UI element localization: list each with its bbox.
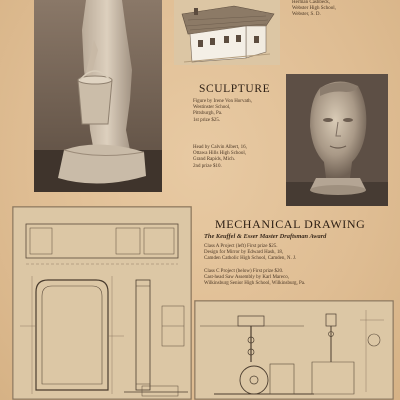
caption-line: Webster High School,	[292, 6, 336, 12]
caption-line: Head by Calvin Albert, 16,	[193, 145, 247, 150]
saw-assembly-drawing	[194, 300, 394, 400]
caption-line: Webster, S. D.	[292, 12, 321, 18]
caption-line: Herman Cashbeck,	[292, 0, 331, 5]
caption-line: Grand Rapids, Mich.	[193, 157, 235, 163]
caption-line: 1st prize $25.	[193, 117, 221, 123]
class-c-caption	[204, 269, 305, 288]
house-model-photo	[174, 0, 280, 65]
caption-line: Pittsburgh, Pa.	[193, 111, 223, 117]
class-a-caption	[204, 244, 296, 263]
caption-line: Design for Mirror by Edward Hash, 18,	[204, 250, 284, 256]
head-sculpture-photo	[286, 74, 388, 206]
mechanical-drawing-heading: MECHANICAL DRAWING	[215, 217, 366, 231]
mirror-design-blueprint	[12, 206, 192, 400]
award-subheading: The Keuffel & Esser Master Draftsman Award	[204, 233, 327, 240]
head-sculpture-image	[286, 74, 388, 206]
caption-line: Camden Catholic High School, Camden, N. J.	[204, 256, 297, 262]
sculpture-heading: SCULPTURE	[199, 83, 271, 95]
caption-line: Wilkinsburg Senior High School, Wilkinsburg, Pa.	[204, 281, 306, 287]
caption-line: Westinster School,	[193, 105, 231, 111]
mirror-design-drawing	[12, 206, 192, 400]
saw-assembly-blueprint	[194, 300, 394, 400]
caption-line: 2nd prize $10.	[193, 163, 222, 169]
house-model-caption	[292, 0, 336, 19]
figure-caption	[193, 99, 252, 124]
caption-line: Figure by Irene Von Horvath,	[193, 99, 252, 104]
house-model-image	[174, 0, 280, 65]
figure-sculpture-image	[34, 0, 162, 192]
head-caption	[193, 145, 247, 170]
caption-line: Class C Project (below) First prize $20.	[204, 269, 284, 274]
caption-line: Cast-head Saw Assembly by Karl Mareco,	[204, 275, 289, 281]
caption-line: Class A Project (left) First prize $25.	[204, 244, 278, 249]
figure-sculpture-photo	[34, 0, 162, 192]
caption-line: Ottawa Hills High School,	[193, 151, 247, 157]
